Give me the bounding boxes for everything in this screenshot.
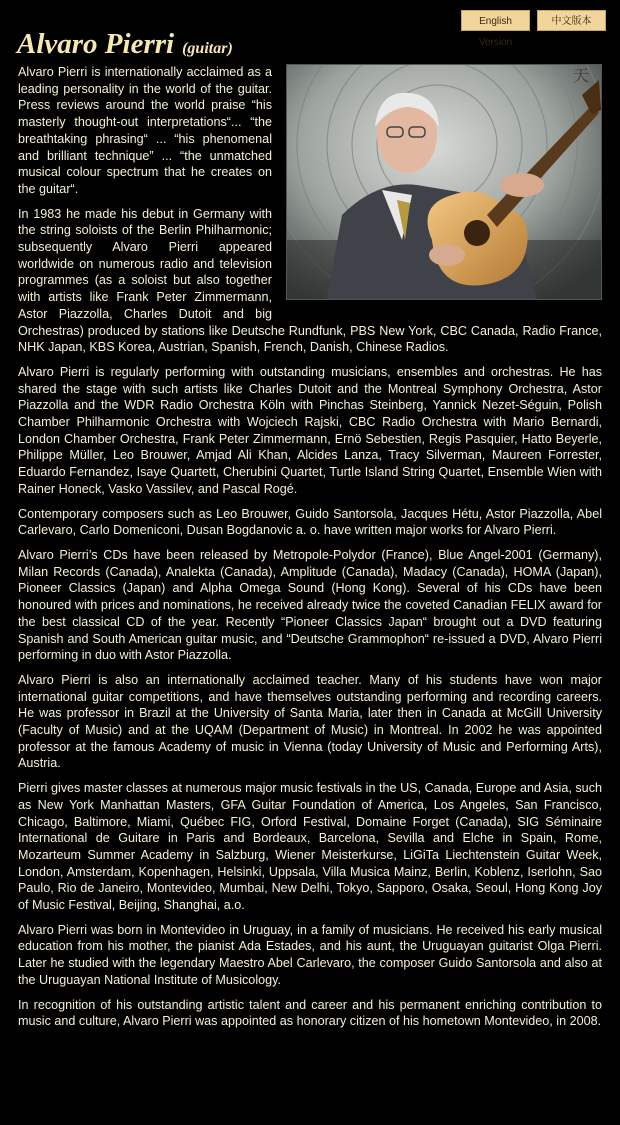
svg-text:天: 天 (573, 66, 590, 85)
bio-paragraph: Contemporary composers such as Leo Brouwer, Guido Santorsola, Jacques Hétu, Astor Piazzolla, Abel Carlevaro, Carlo Domeniconi, Dusan Bogdanovic a. o. have written major works for Alvaro Pierri. (18, 506, 602, 538)
guitarist-photo-icon (287, 65, 601, 299)
artist-name: Alvaro Pierri (17, 28, 175, 60)
artist-instrument: (guitar) (182, 40, 233, 57)
biography (18, 64, 602, 1038)
bio-paragraph: Alvaro Pierri’s CDs have been released by Metropole-Polydor (France), Blue Angel-2001 (Germany), Milan Records (Canada), Analekta (Canada), Amplitude (Canada), Madacy (Canada), HOMA (Japan), Pioneer Classics (Japan) and Alpha Omega Sound (Hong Kong). Several of his CDs have been honoured with prices and nominations, he received already twice the coveted Canadian FELIX award for the best classical CD of the year. Recently “Pioneer Classics Japan“ brought out a DVD featuring Spanish and South American guitar music, and “Deutsche Grammophon“ re-issued a DVD, Alvaro Pierri performing in duo with Astor Piazzolla. (18, 547, 602, 663)
chinese-version-button[interactable]: 中文版本 (537, 10, 606, 31)
bio-paragraph: Alvaro Pierri is regularly performing with outstanding musicians, ensembles and orchestras. He has shared the stage with such artists like Charles Dutoit and the Montreal Symphony Orchestra, Astor Piazzolla and the WDR Radio Orchestra Köln with Pinchas Steinberg, Yannick Nezet-Séguin, Polish Chamber Philharmonic Orchestra with Wojciech Rajski, CBC Radio Orchestra with Mario Bernardi, London Chamber Orchestra, Frank Peter Zimmermann, Ernö Sebestien, Regis Pasquier, Hatto Beyerle, Philippe Müller, Leo Brouwer, Amjad Ali Khan, Alcides Lanza, Tracy Silverman, Maureen Forrester, Eduardo Fernandez, Isaye Quartett, Cherubini Quartet, Turtle Island String Quartet, Ensemble Wien with Rainer Honeck, Vasko Vassilev, and Pascal Rogé. (18, 364, 602, 496)
guitarist-photo (286, 64, 602, 300)
english-version-button[interactable]: English Version (461, 10, 530, 31)
bio-paragraph: In recognition of his outstanding artistic talent and career and his permanent enriching contribution to music and culture, Alvaro Pierri was appointed as honorary citizen of his hometown Montevideo, in 2008. (18, 997, 602, 1029)
bio-paragraph: Alvaro Pierri is also an internationally acclaimed teacher. Many of his students have won major international guitar competitions, and have themselves outstanding performing and recording careers. He was professor in Brazil at the University of Santa Maria, later then in Canada at McGill University (Faculty of Music) and at the UQAM (Department of Music) in Montreal. In 2002 he was appointed professor at the famous Academy of music in Vienna (today University of Music and Performing Arts), Austria. (18, 672, 602, 771)
bio-paragraph: In 1983 he made his debut in Germany with the string soloists of the Berlin Philharmonic; subsequently Alvaro Pierri appeared worldwide on numerous radio and television programmes (as a soloist but also together with artists like Frank Peter Zimmermann, Astor Piazzolla, Charles Dutoit and big Orchestras) produced by stations like Deutsche Rundfunk, PBS New York, CBC Canada, Radio France, NHK Japan, KBS Korea, Austrian, Spanish, French, Danish, Chinese Radios. (18, 206, 602, 355)
bio-paragraph: Pierri gives master classes at numerous major music festivals in the US, Canada, Europe and Asia, such as New York Manhattan Masters, GFA Guitar Foundation of America, Los Angeles, San Francisco, Chicago, Baltimore, Miami, Québec FIG, Orford Festival, Domaine Forget (Canada), SIG Séminaire International de Guitare in Paris and Bordeaux, Barcelona, Sevilla and Elche in Spain, Rome, Mozarteum Summer Academy in Salzburg, Wiener Meisterkurse, LiGiTa Liechtenstein Guitar Week, London, Amsterdam, Kopenhagen, Helsinki, Uppsala, Villa Musica Mainz, Berlin, Koblenz, Iserlohn, Sao Paulo, Rio de Janeiro, Montevideo, Mumbai, New Delhi, Tokyo, Sapporo, Osaka, Seoul, Hong Kong Joy of Music Festival, Beijing, Shanghai, a.o. (18, 781, 602, 913)
page-title (17, 24, 233, 61)
bio-paragraph: Alvaro Pierri is internationally acclaimed as a leading personality in the world of the guitar. Press reviews around the world praise “his masterly thought-out interpretations“... “the breathtaking phrasing“ ... “his phenomenal and brilliant technique” ... “the unmatched musical colour spectrum that he creates on the guitar“. (18, 65, 272, 196)
bio-paragraph: Alvaro Pierri was born in Montevideo in Uruguay, in a family of musicians. He received his early musical education from his mother, the pianist Ada Estades, and his aunt, the Uruguayan guitarist Olga Pierri. Later he studied with the legendary Maestro Abel Carlevaro, the composer Guido Santorsola and also at the Uruguayan National Institute of Musicology. (18, 922, 602, 987)
